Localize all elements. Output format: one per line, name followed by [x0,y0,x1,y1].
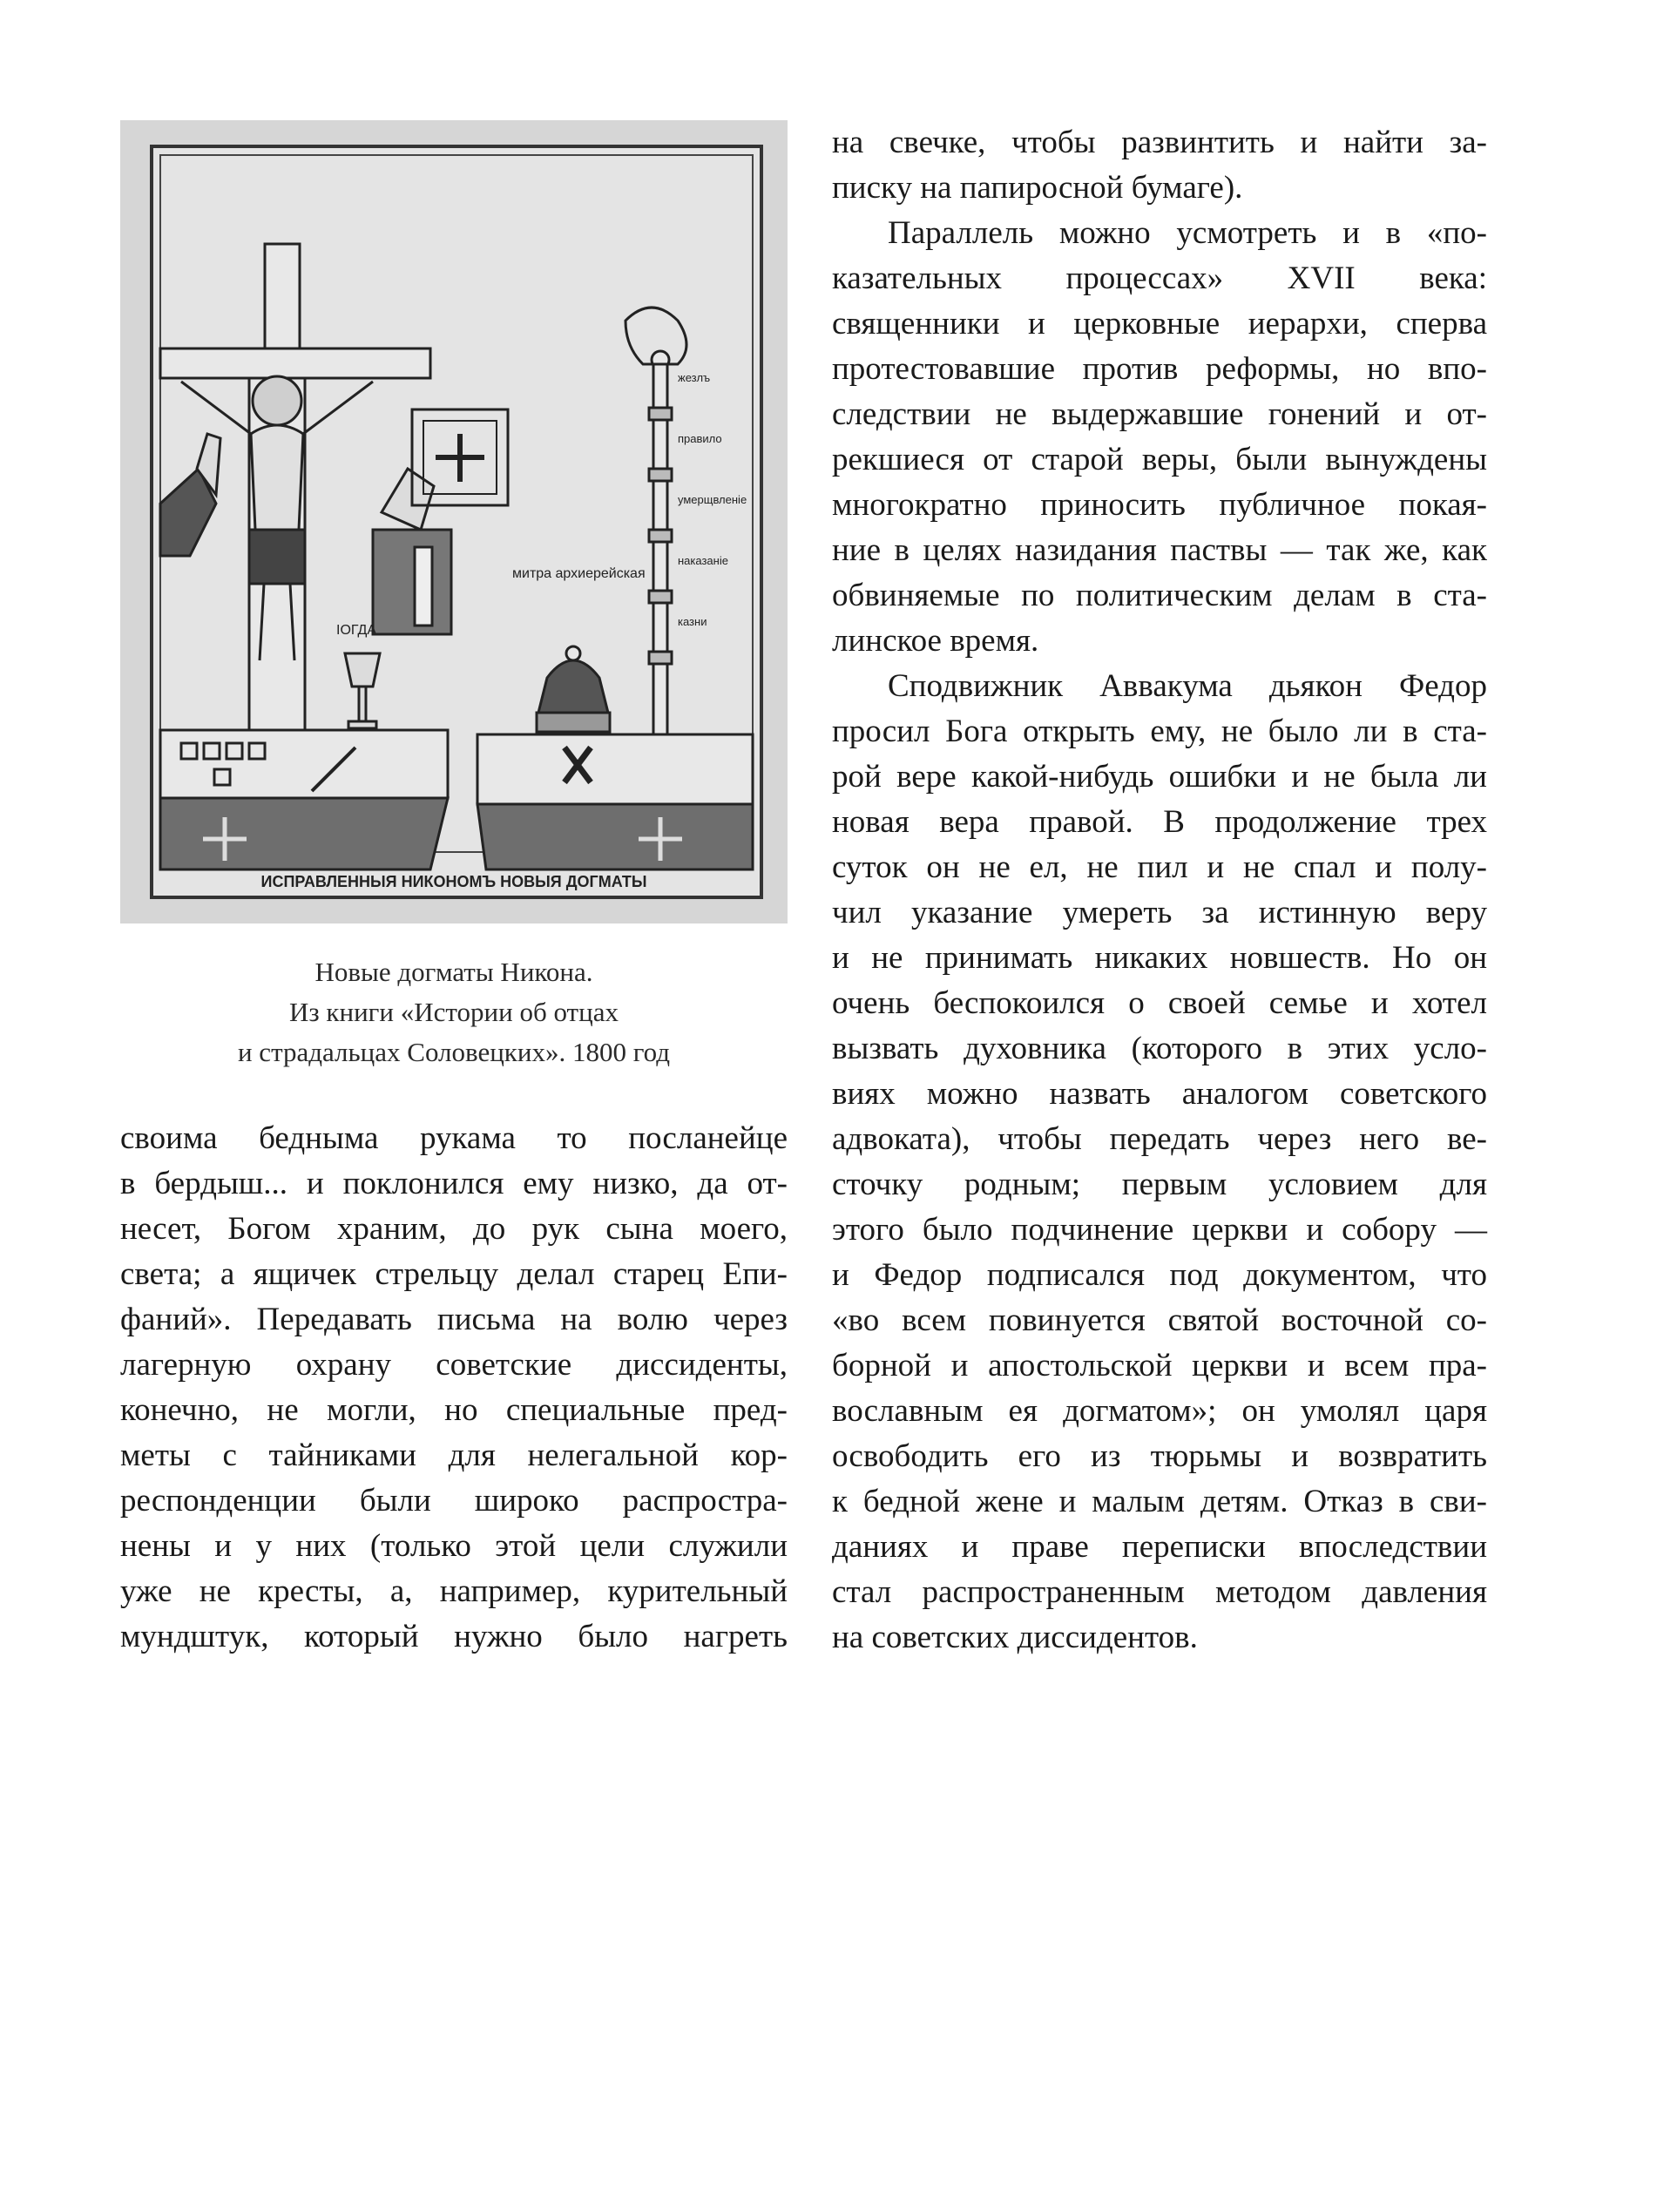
mitra-label: митра архиерейская [512,566,646,581]
illustration-drawing [120,120,788,923]
text-line: вославным ея догматом»; он умолял царя [832,1393,1487,1429]
caption-line: и страдальцах Соловецких». 1800 год [237,1037,671,1067]
text-line: просил Бога открыть ему, не было ли в ста- [832,714,1487,749]
text-line: протестовавшие против реформы, но впо- [832,351,1487,387]
text-line: нены и у них (только этой цели служили [120,1528,788,1564]
text-line: рой вере какой-нибудь ошибки и не была ли [832,759,1487,795]
text-line: казательных процессах» XVII века: [832,260,1487,296]
text-line: обвиняемые по политическим делам в ста- [832,578,1487,613]
text-line: своима бедныма рукама то посланейце [120,1120,788,1156]
staff-label: умерщвленіе [678,493,747,506]
text-line: стал распространенным методом давления [832,1574,1487,1610]
paragraph-first-line: Сподвижник Аввакума дьякон Федор [888,668,1487,704]
text-line: меты с тайниками для нелегальной кор- [120,1437,788,1473]
staff-label: наказаніе [678,554,728,567]
caption-line: Из книги «Истории об отцах [289,997,619,1027]
text-line: виях можно назвать аналогом советского [832,1076,1487,1112]
caption-line: Новые догматы Никона. [314,957,593,987]
text-line: на советских диссидентов. [832,1620,1198,1655]
text-line: и Федор подписался под документом, что [832,1257,1487,1293]
left-column-text [120,1116,788,1660]
text-line: конечно, не могли, но специальные пред- [120,1392,788,1428]
staff-label: казни [678,615,707,628]
text-line: суток он не ел, не пил и не спал и полу- [832,849,1487,885]
text-line: многократно приносить публичное покая- [832,487,1487,523]
text-line: новая вера правой. В продолжение трех [832,804,1487,840]
text-line: адвоката), чтобы передать через него ве- [832,1121,1487,1157]
text-line: чил указание умереть за истинную веру [832,895,1487,930]
text-line: ние в целях назидания паствы — так же, как [832,532,1487,568]
figure-caption [120,952,788,1072]
text-line: света; а ящичек стрельцу делал старец Епи- [120,1256,788,1292]
text-line: респонденции были широко распростра- [120,1483,788,1519]
text-line: освободить его из тюрьмы и возвратить [832,1438,1487,1474]
right-column-text [832,120,1487,1661]
text-line: линское время. [832,623,1039,659]
text-line: мундштук, который нужно было нагреть [120,1619,788,1654]
text-line: лагерную охрану советские диссиденты, [120,1347,788,1383]
text-line: даниях и праве переписки впоследствии [832,1529,1487,1565]
figure-inscription: ИСПРАВЛЕННЫЯ НИКОНОМЪ НОВЫЯ ДОГМАТЫ [260,873,647,890]
text-line: уже не кресты, а, например, курительный [120,1573,788,1609]
text-line: писку на папиросной бумаге). [832,170,1243,206]
text-line: вызвать духовника (которого в этих усло- [832,1031,1487,1066]
text-line: сточку родным; первым условием для [832,1167,1487,1202]
text-line: «во всем повинуется святой восточной со- [832,1302,1487,1338]
text-line: следствии не выдержавшие гонений и от- [832,396,1487,432]
text-line: в бердыш... и поклонился ему низко, да от- [120,1166,788,1201]
text-line: этого было подчинение церкви и собору — [832,1212,1487,1248]
text-line: борной и апостольской церкви и всем пра- [832,1348,1487,1383]
text-line: рекшиеся от старой веры, были вынуждены [832,442,1487,477]
staff-label: правило [678,432,722,445]
text-line: и не принимать никаких новшеств. Но он [832,940,1487,976]
illustration [120,120,788,923]
text-line: очень беспокоился о своей семье и хотел [832,985,1487,1021]
text-line: несет, Богом храним, до рук сына моего, [120,1211,788,1247]
iogda-label: ІОГДА [336,623,376,638]
text-line: священники и церковные иерархи, сперва [832,306,1487,342]
paragraph-first-line: Параллель можно усмотреть и в «по- [888,215,1487,251]
text-line: к бедной жене и малым детям. Отказ в сви- [832,1484,1487,1519]
text-line: фаний». Передавать письма на волю через [120,1302,788,1337]
staff-label: жезлъ [678,371,711,384]
text-line: на свечке, чтобы развинтить и найти за- [832,125,1487,160]
